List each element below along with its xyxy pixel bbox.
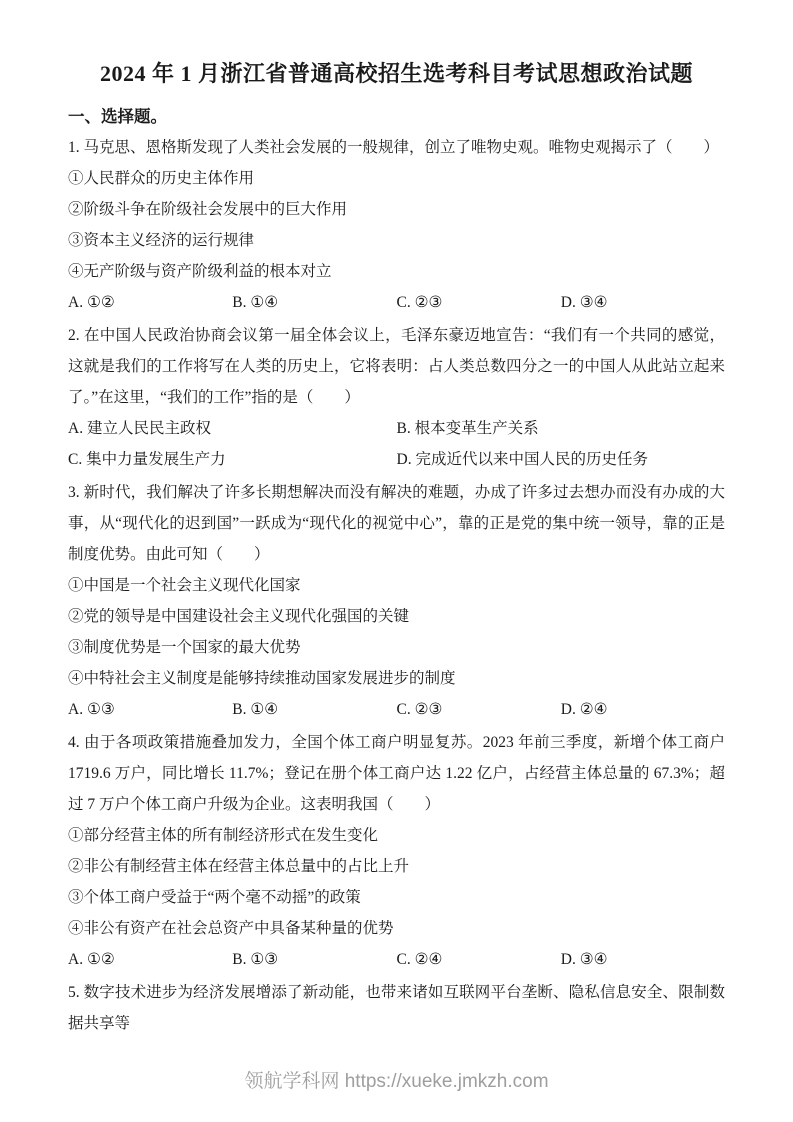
question-2-choice-c: C. 集中力量发展生产力 (68, 451, 226, 468)
page-title: 2024 年 1 月浙江省普通高校招生选考科目考试思想政治试题 (99, 61, 693, 86)
section-heading: 一、选择题。 (68, 107, 167, 126)
question-1 (68, 132, 725, 318)
question-5 (68, 977, 725, 1039)
question-4-statement-3: ③个体工商户受益于“两个毫不动摇”的政策 (68, 889, 361, 906)
question-4 (68, 727, 725, 975)
question-3-statement-1: ①中国是一个社会主义现代化国家 (68, 577, 301, 594)
question-3-choice-b: B. ①④ (232, 701, 279, 718)
question-3-statement-4: ④中特社会主义制度是能够持续推动国家发展进步的制度 (68, 670, 456, 687)
question-1-statement-2: ②阶级斗争在阶级社会发展中的巨大作用 (68, 201, 348, 218)
question-4-choice-c: C. ②④ (396, 951, 443, 968)
question-1-choice-d: D. ③④ (560, 294, 608, 311)
question-4-choice-row (68, 944, 725, 975)
question-1-choice-c: C. ②③ (396, 294, 443, 311)
question-4-statement-2: ②非公有制经营主体在经营主体总量中的占比上升 (68, 858, 410, 875)
question-2-choice-grid (68, 413, 725, 475)
question-3-choice-c: C. ②③ (396, 701, 443, 718)
question-1-statement-3: ③资本主义经济的运行规律 (68, 232, 255, 249)
question-2-choice-d: D. 完成近代以来中国人民的历史任务 (396, 451, 648, 468)
question-4-choice-b: B. ①③ (232, 951, 279, 968)
question-2-stem: 2. 在中国人民政治协商会议第一届全体会议上，毛泽东豪迈地宣告：“我们有一个共同的感觉，这就是我们的工作将写在人类的历史上，它将表明：占人类总数四分之一的中国人从此站立起来了。”在这里，“我们的工作”指的是（ ） (68, 327, 725, 406)
watermark-footer: 领航学科网 https://xueke.jmkzh.com (244, 1071, 549, 1092)
question-2-choice-a: A. 建立人民民主政权 (68, 420, 211, 437)
question-3 (68, 477, 725, 725)
question-4-statement-1: ①部分经营主体的所有制经济形式在发生变化 (68, 827, 379, 844)
question-1-choice-b: B. ①④ (232, 294, 279, 311)
question-3-choice-row (68, 694, 725, 725)
question-3-statement-2: ②党的领导是中国建设社会主义现代化强国的关键 (68, 608, 410, 625)
question-3-choice-a: A. ①③ (68, 701, 115, 718)
question-4-statement-4: ④非公有资产在社会总资产中具备某种量的优势 (68, 920, 394, 937)
question-3-choice-d: D. ②④ (560, 701, 608, 718)
question-5-stem: 5. 数字技术进步为经济发展增添了新动能，也带来诸如互联网平台垄断、隐私信息安全、限制数据共享等 (68, 984, 725, 1032)
question-4-choice-d: D. ③④ (560, 951, 608, 968)
question-4-stem: 4. 由于各项政策措施叠加发力，全国个体工商户明显复苏。2023 年前三季度，新增个体工商户 1719.6 万户，同比增长 11.7%；登记在册个体工商户达 1.22 亿户，占经营主体总量的 67.3%；超过 7 万户个体工商户升级为企业。这表明我国（ ） (68, 734, 725, 813)
question-1-statement-4: ④无产阶级与资产阶级利益的根本对立 (68, 263, 332, 280)
question-4-choice-a: A. ①② (68, 951, 115, 968)
question-1-choice-a: A. ①② (68, 294, 115, 311)
question-1-statement-1: ①人民群众的历史主体作用 (68, 170, 255, 187)
question-2-choice-b: B. 根本变革生产关系 (396, 420, 539, 437)
question-3-statement-3: ③制度优势是一个国家的最大优势 (68, 639, 301, 656)
question-2 (68, 320, 725, 475)
question-1-stem: 1. 马克思、恩格斯发现了人类社会发展的一般规律，创立了唯物史观。唯物史观揭示了（ ） (68, 139, 720, 156)
question-1-choice-row (68, 287, 725, 318)
question-3-stem: 3. 新时代，我们解决了许多长期想解决而没有解决的难题，办成了许多过去想办而没有办成的大事，从“现代化的迟到国”一跃成为“现代化的视觉中心”，靠的正是党的集中统一领导，靠的正是制度优势。由此可知（ ） (68, 484, 725, 563)
